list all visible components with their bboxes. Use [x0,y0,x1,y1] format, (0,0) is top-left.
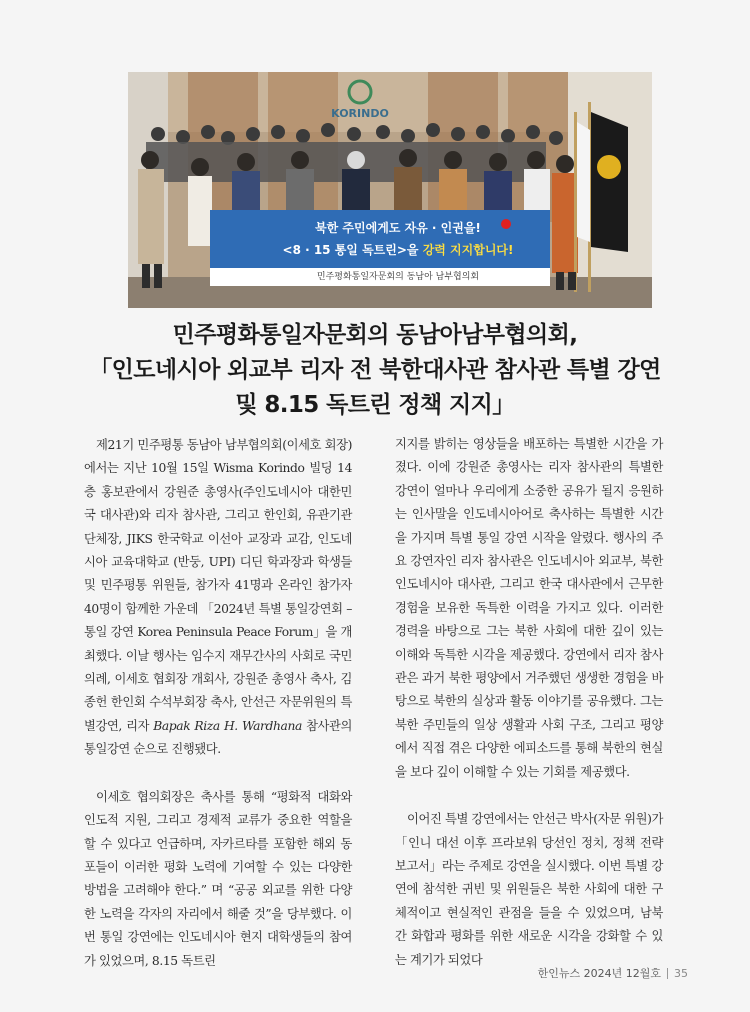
headline-line2: 「인도네시아 외교부 리자 전 북한대사관 참사관 특별 강연 [89,357,661,383]
banner-line1: 북한 주민에게도 자유 · 인권을! [315,221,481,235]
banner-line2-b: 강력 지지합니다! [422,243,514,257]
page-number: 35 [674,966,688,980]
headline-line3: 및 8.15 독트린 정책 지지」 [235,392,515,418]
wall-logo-text: KORINDO [331,107,389,120]
publication-name: 한인뉴스 2024년 12월호 [537,967,661,980]
svg-text:<8 · 15 통일 독트린>을 강력 지지합니다! [283,242,514,257]
footer-divider [667,968,668,979]
banner-line2-a: <8 · 15 통일 독트린>을 [282,243,423,257]
body-paragraph-2: 이세호 협의회장은 축사를 통해 “평화적 대화와 인도적 지원, 그리고 경제적 교류가 중요한 역할을 할 수 있다고 언급하며, 자카르타를 포함한 해외 동포들이 이러한 평화 노력에 기여할 수 있는 다양한 방법을 고려해야 한다.” 며 “공공 외교를 위한 다양한 노력을 각자의 자리에서 해줄 것”을 당부했다. 이번 통일 강연에는 인도네시아 현지 대학생들의 참여가 있었으며, 8.15 독트린 [84,789,352,968]
banner-emblem-icon [501,219,511,229]
headline-line1: 민주평화통일자문회의 동남아남부협의회, [172,322,578,348]
banner-org: 민주평화통일자문회의 동남아 남부협의회 [316,272,480,282]
group-photo [128,72,652,308]
group-photo-illustration [128,72,652,308]
body-column-right [395,433,663,996]
page-footer [538,965,688,981]
body-paragraph-3: 지지를 밝히는 영상들을 배포하는 특별한 시간을 가졌다. 이에 강원준 총영사는 리자 참사관의 특별한 강연이 얼마나 우리에게 소중한 공유가 될지 응원하는 인사말을 인도네시아어로 축사하는 특별한 시간을 가지며 특별 통일 강연 시작을 알렸다. 행사의 주요 강연자인 리자 참사관은 인도네시아 외교부, 북한 인도네시아 대사관, 그리고 한국 대사관에서 근무한 경험을 보유한 독특한 이력을 가지고 있다. 이러한 경력을 바탕으로 그는 북한 사회에 대한 깊이 있는 이해와 독특한 시각을 제공했다. 강연에서 리자 참사관은 과거 북한 평양에서 거주했던 생생한 경험을 바탕으로 북한의 실상과 활동 이야기를 공유했다. 그는 북한 주민들의 일상 생활과 사회 구조, 그리고 평양에서 직접 겪은 다양한 에피소드를 통해 북한의 현실을 보다 깊이 이해할 수 있는 기회를 제공했다. [395,437,663,779]
body-paragraph-4: 이어진 특별 강연에서는 안선근 박사(자문 위원)가 「인니 대선 이후 프라보워 당선인 정치, 정책 전략 보고서」라는 주제로 강연을 실시했다. 이번 특별 강연에 참석한 귀빈 및 위원들은 북한 사회에 대한 구체적이고 현실적인 관점을 들을 수 있었으며, 남북 간 화합과 평화를 위한 새로운 시각을 강화할 수 있는 계기가 되었다 [395,812,663,967]
body-paragraph-1: 제21기 민주평통 동남아 남부협의회(이세호 회장)에서는 지난 10월 15일 Wisma Korindo 빌딩 14층 홍보관에서 강원준 총영사(주인도네시아 대한민국 대사관)와 리자 참사관, 그리고 한인회, 유관기관 단체장, JIKS 한국학교 이선아 교장과 교감, 인도네시아 교육대학교 (반둥, UPI) 디딘 학과장과 학생들 및 민주평통 위원들, 참가자 41명과 온라인 참가자 40명이 함께한 가운데 「2024년 특별 통일강연회 – 통일 강연 Korea Peninsula Peace Forum」을 개최했다. 이날 행사는 임수지 재무간사의 사회로 국민의례, 이세호 협회장 개회사, 강원준 총영사 축사, 김종헌 한인회 수석부회장 축사, 안선근 자문위원의 특별강연, 리자 Bapak Riza H. Wardhana 참사관의 통일강연 순으로 진행됐다. [84,438,352,757]
article-headline [60,318,690,423]
speaker-name-italic: Bapak Riza H. Wardhana [153,718,302,733]
body-column-left [84,434,352,997]
